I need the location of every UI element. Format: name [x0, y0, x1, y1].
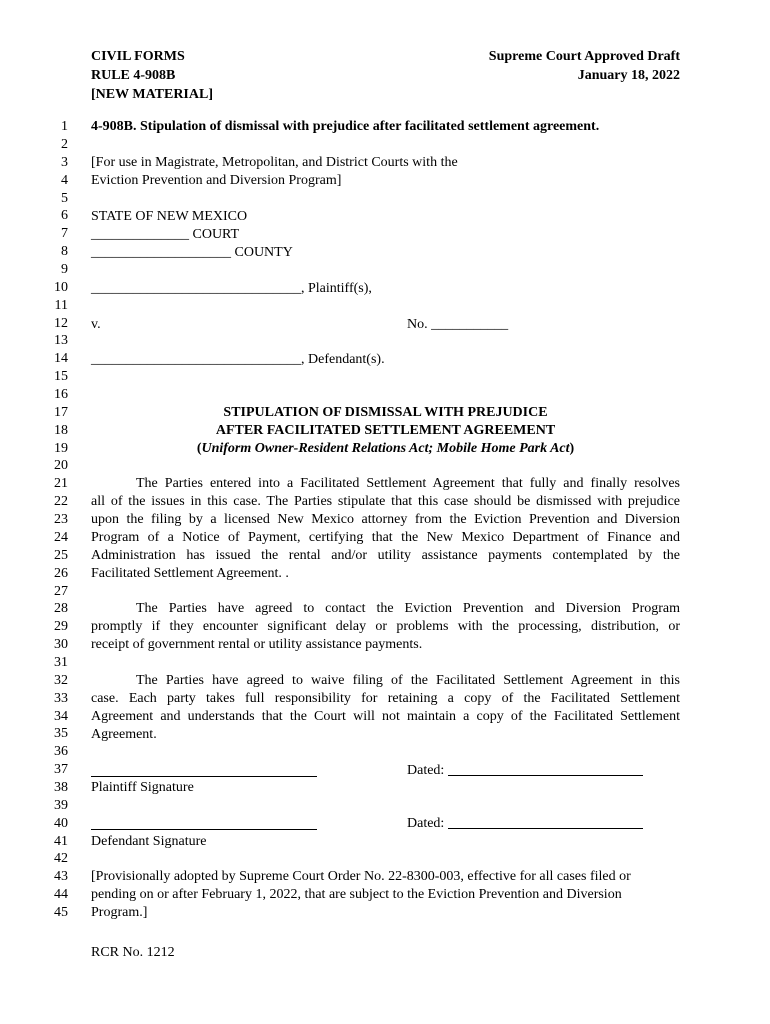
line-number: 26 — [54, 565, 68, 581]
title-paren-close: ) — [569, 441, 575, 456]
paragraph-contact-program — [91, 600, 680, 654]
line-number: 35 — [54, 726, 68, 742]
header-civil-forms: CIVIL FORMS — [91, 49, 185, 64]
form-header-left — [91, 47, 213, 104]
paragraph-line: Program of a Notice of Payment, certifying that the New Mexico Department of Finance and — [91, 530, 680, 545]
line-number: 37 — [54, 762, 68, 778]
line-number: 33 — [54, 690, 68, 706]
line-number: 19 — [54, 440, 68, 456]
line-number: 6 — [61, 208, 68, 224]
footnote-line-3: Program.] — [91, 905, 148, 920]
usage-note-line-1: [For use in Magistrate, Metropolitan, and District Courts with the — [91, 155, 458, 170]
footnote-line-2: pending on or after February 1, 2022, that are subject to the Eviction Prevention and Diversion — [91, 887, 622, 902]
dated-label: Dated: — [407, 763, 445, 778]
line-number: 1 — [61, 119, 68, 134]
line-number: 5 — [61, 190, 68, 206]
line-number: 2 — [61, 136, 68, 152]
caption-state: STATE OF NEW MEXICO — [91, 209, 248, 224]
line-number: 23 — [54, 512, 68, 527]
caption-defendant-field: ______________________________, Defendant(s). — [91, 352, 385, 367]
line-number: 17 — [54, 404, 68, 420]
line-number: 20 — [54, 458, 68, 474]
defendant-dated-field[interactable] — [407, 814, 643, 833]
defendant-signature-line[interactable] — [91, 815, 317, 835]
paragraph-line: case. Each party takes full responsibility for retaining a copy of the Facilitated Settlement — [91, 691, 680, 706]
line-number: 39 — [54, 797, 68, 813]
caption-case-number-field: No. ___________ — [407, 317, 509, 332]
plaintiff-signature-label: Plaintiff Signature — [91, 780, 194, 795]
form-title: 4-908B. Stipulation of dismissal with prejudice after facilitated settlement agreement. — [91, 119, 600, 134]
line-number: 30 — [54, 637, 68, 652]
line-number: 36 — [54, 744, 68, 760]
paragraph-line: The Parties entered into a Facilitated Settlement Agreement that fully and finally resolves — [136, 476, 680, 491]
line-number: 45 — [54, 905, 68, 920]
paragraph-line: Facilitated Settlement Agreement. . — [91, 566, 289, 581]
line-number: 16 — [54, 387, 68, 402]
title-paren-open: ( — [196, 441, 202, 456]
line-number: 41 — [54, 833, 68, 849]
line-number: 3 — [61, 154, 68, 170]
line-number: 27 — [54, 583, 68, 599]
paragraph-line: Agreement. — [91, 727, 157, 742]
paragraph-line: The Parties have agreed to contact the Eviction Prevention and Diversion Program — [136, 601, 680, 616]
paragraph-waive-filing — [91, 672, 680, 744]
caption-county-field: ____________________ COUNTY — [91, 245, 293, 260]
line-number: 34 — [54, 708, 68, 724]
paragraph-line: The Parties have agreed to waive filing of the Facilitated Settlement Agreement in this — [136, 673, 680, 688]
form-header-right — [489, 47, 680, 85]
plaintiff-dated-field[interactable] — [407, 761, 643, 780]
title-statutes: Uniform Owner-Resident Relations Act; Mobile Home Park Act — [201, 441, 570, 456]
line-number: 32 — [54, 672, 68, 688]
line-number: 43 — [54, 869, 68, 885]
footnote-line-1: [Provisionally adopted by Supreme Court Order No. 22-8300-003, effective for all cases filed or — [91, 869, 631, 884]
usage-note-line-2: Eviction Prevention and Diversion Program] — [91, 173, 342, 188]
line-number: 4 — [61, 172, 68, 188]
line-number: 29 — [54, 619, 68, 635]
document-title-line-1: STIPULATION OF DISMISSAL WITH PREJUDICE — [223, 405, 548, 420]
line-number: 44 — [54, 887, 68, 903]
line-number: 22 — [54, 494, 68, 510]
paragraph-line: receipt of government rental or utility assistance payments. — [91, 637, 423, 652]
paragraph-settlement — [91, 475, 680, 583]
caption-court-field: ______________ COURT — [91, 227, 240, 242]
line-number: 21 — [54, 476, 68, 492]
header-new-material: [NEW MATERIAL] — [91, 87, 213, 102]
defendant-signature-label: Defendant Signature — [91, 834, 207, 849]
paragraph-line: Administration has issued the rental and/or utility assistance payments contemplated by the — [91, 548, 680, 563]
line-number: 14 — [54, 351, 68, 367]
line-number: 7 — [61, 226, 68, 242]
line-number: 42 — [54, 851, 68, 867]
line-number: 38 — [54, 780, 68, 795]
line-number: 40 — [54, 815, 68, 831]
caption-plaintiff-field: ______________________________, Plaintiff(s), — [91, 281, 372, 296]
caption-versus: v. — [91, 317, 101, 332]
document-title-line-2: AFTER FACILITATED SETTLEMENT AGREEMENT — [215, 423, 556, 438]
line-number: 18 — [54, 422, 68, 438]
paragraph-line: all of the issues in this case. The Parties stipulate that this case should be dismissed with prejudice — [91, 494, 680, 509]
header-approval-status: Supreme Court Approved Draft — [488, 49, 680, 64]
line-number: 12 — [54, 315, 68, 331]
line-number: 13 — [54, 333, 68, 349]
line-number: 31 — [54, 654, 68, 670]
line-number: 9 — [61, 261, 68, 277]
header-date: January 18, 2022 — [577, 68, 680, 83]
line-number: 15 — [54, 369, 68, 385]
line-number: 10 — [54, 279, 68, 295]
document-title-line-3 — [91, 440, 680, 458]
paragraph-line: upon the filing by a licensed New Mexico attorney from the Eviction Prevention and Diversion — [91, 512, 680, 527]
header-rule-number: RULE 4-908B — [91, 68, 176, 83]
dated-label: Dated: — [407, 816, 445, 831]
line-number: 28 — [54, 601, 68, 617]
paragraph-line: Agreement and understands that the Court will not maintain a copy of the Facilitated Settlement — [91, 709, 680, 724]
line-number: 8 — [61, 244, 68, 259]
line-number: 11 — [54, 297, 68, 313]
line-number: 25 — [54, 547, 68, 563]
paragraph-line: promptly if they encounter significant delay or problems with the processing, distribution, or — [91, 619, 680, 634]
footer-rcr-number: RCR No. 1212 — [91, 945, 175, 960]
line-number: 24 — [54, 529, 68, 545]
